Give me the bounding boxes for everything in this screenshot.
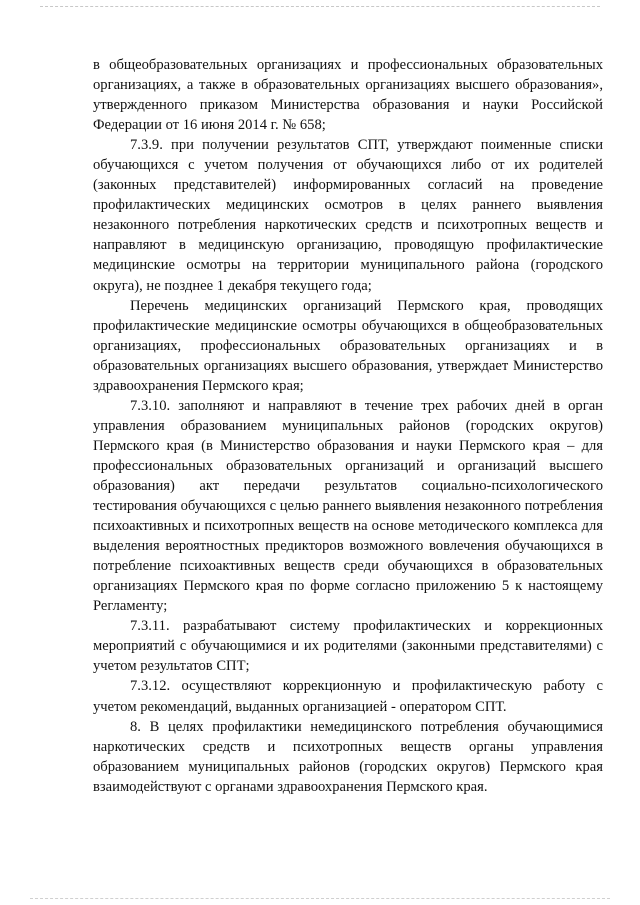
document-body (93, 55, 603, 797)
page-top-edge (40, 6, 600, 8)
paragraph-7-3-11: 7.3.11. разрабатывают систему профилактических и коррекционных мероприятий с обучающимися и их родителями (законными представителями) с учетом результатов СПТ; (93, 618, 603, 675)
paragraph-continuation: в общеобразовательных организациях и профессиональных образовательных организациях, а также в образовательных организациях высшего образования», утвержденного приказом Министерства образования и науки Российской Федерации от 16 июня 2014 г. № 658; (93, 57, 603, 134)
paragraph-7-3-10: 7.3.10. заполняют и направляют в течение трех рабочих дней в орган управления образованием муниципальных районов (городских округов) Пермского края (в Министерство образования и науки Пермского края – для профессиональных образовательных организаций и организаций высшего образования) акт передачи результатов социально-психологического тестирования обучающихся с целью раннего выявления незаконного потребления психоактивных и психотропных веществ на основе методического комплекса для выделения вероятностных предикторов возможного вовлечения обучающихся в потребление психоактивных веществ среди обучающихся в образовательных организациях Пермского края по форме согласно приложению 5 к настоящему Регламенту; (93, 397, 604, 615)
paragraph-7-3-9: 7.3.9. при получении результатов СПТ, утверждают поименные списки обучающихся с учетом получения от обучающихся либо от их родителей (законных представителей) информированных согласий на проведение профилактических медицинских осмотров в целях раннего выявления незаконного потребления наркотических средств и психотропных веществ и направляют в медицинскую организацию, проводящую профилактические медицинские осмотры на территории муниципального района (городского округа), не позднее 1 декабря текущего года; (93, 137, 603, 294)
paragraph-medical-organizations-list: Перечень медицинских организаций Пермского края, проводящих профилактические медицинские осмотры обучающихся в общеобразовательных организациях, профессиональных образовательных организациях и в образовательных организациях высшего образования, утверждает Министерство здравоохранения Пермского края; (93, 297, 603, 394)
paragraph-7-3-12: 7.3.12. осуществляют коррекционную и профилактическую работу с учетом рекомендаций, выданных организацией - оператором СПТ. (93, 678, 603, 715)
paragraph-8: 8. В целях профилактики немедицинского потребления обучающимися наркотических средств и психотропных веществ органы управления образованием муниципальных районов (городских округов) Пермского края взаимодействуют с органами здравоохранения Пермского края. (93, 718, 603, 795)
page-bottom-edge (30, 898, 610, 900)
